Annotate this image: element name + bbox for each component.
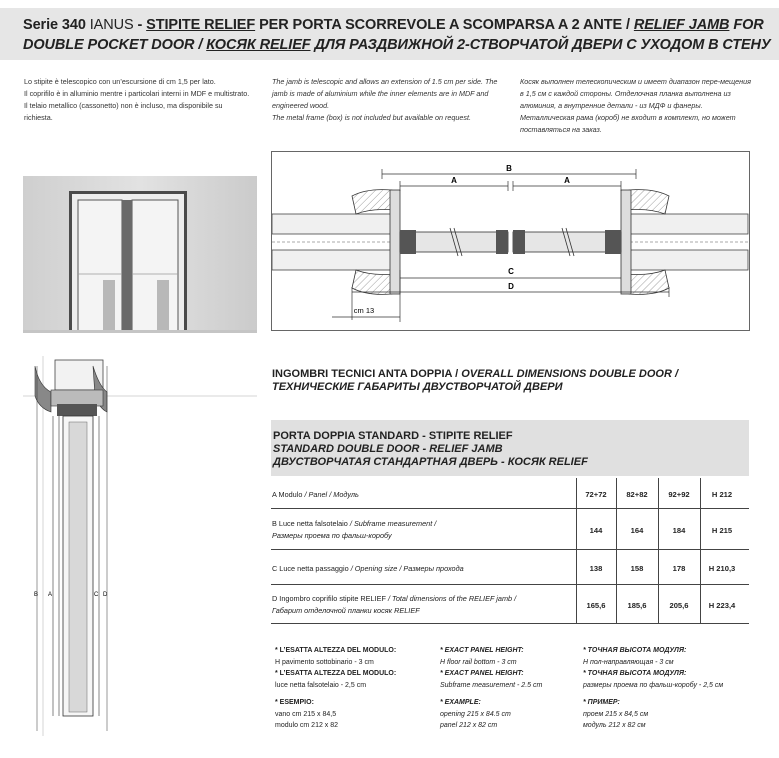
table-row [271,509,749,550]
table-title-it: PORTA DOPPIA STANDARD - STIPITE RELIEF [273,430,513,442]
cell-value: H 223,4 [708,601,736,610]
table-row [271,585,749,624]
title-it-underlined: STIPITE RELIEF [146,17,256,33]
cell-value: 72+72 [585,490,607,499]
notes-ru [583,645,753,732]
dimensions-title-it: INGOMBRI TECNICI ANTA DOPPIA / [272,368,462,380]
cell-value: 178 [672,564,686,573]
table-row [271,550,749,585]
series-label: Serie 340 [23,17,90,33]
dimensions-title [272,368,678,393]
note-heading: * L’ESATTA ALTEZZA DEL MODULO: [275,647,397,654]
cell-value: H 212 [711,490,733,499]
section-letter-b: B [34,592,39,598]
cell-value: 164 [630,526,644,535]
table-title-ru: ДВУСТВОРЧАТАЯ СТАНДАРТНАЯ ДВЕРЬ - КОСЯК RELIEF [273,456,588,468]
note-heading: * L’ESATTA ALTEZZA DEL MODULO: [275,670,397,677]
table-title-box [271,420,749,476]
intro-en-p2: The metal frame (box) is not included but available on request. [272,113,471,122]
note-text: modulo cm 212 x 82 [275,722,339,729]
note-heading: * EXAMPLE: [440,699,481,706]
dim-label-b: B [506,164,512,173]
intro-it-p3: Il telaio metallico (cassonetto) non è incluso, ma disponibile su richiesta. [24,101,223,122]
section-drawing [23,356,257,736]
intro-ru-p1: Косяк выполнен телескопическим и имеет диапазон пере-мещения в 1,5 см с каждой стороны. Отделочная планка выполнена из алюминия, а внутренние детали - из МДФ и фанеры. Металлическая рама (короб) не входит в комплект, но может поставляться на заказ. [520,77,751,134]
section-letter-c: C [94,592,99,598]
note-text: H пол-направляющая - 3 см [583,658,674,666]
title-en: FOR [729,17,764,33]
section-letter-a: A [48,592,53,598]
note-heading: * ESEMPIO: [275,699,314,706]
row-label: D Ingombro coprifilo stipite RELIEF [272,594,386,603]
note-text: проем 215 x 84,5 см [583,710,649,718]
note-text: размеры проема по фальш-коробу - 2,5 см [583,681,724,689]
note-text: модуль 212 x 82 см [583,722,646,729]
plan-diagram [271,151,750,331]
cell-value: 82+82 [626,490,648,499]
dim-label-a-left: A [451,176,457,185]
dimensions-title-ru: ТЕХНИЧЕСКИЕ ГАБАРИТЫ ДВУСТВОРЧАТОЙ ДВЕРИ [272,380,563,393]
intro-it [24,76,252,124]
notes-en [440,645,580,732]
note-heading: * ТОЧНАЯ ВЫСОТА МОДУЛЯ: [583,670,687,677]
dim-label-cm13: cm 13 [353,306,375,315]
dim-label-c: C [508,267,514,276]
vertical-section-drawing [23,356,257,736]
section-letter-d: D [103,592,108,598]
intro-en [272,76,502,124]
cell-value: 184 [672,526,686,535]
note-heading: * EXACT PANEL HEIGHT: [440,647,524,654]
cell-value: 185,6 [627,601,647,610]
title-it: PER PORTA SCORREVOLE A SCOMPARSA A 2 ANTE / [255,17,634,33]
dim-label-a-right: A [564,176,570,185]
intro-ru [520,76,752,136]
note-text: H floor rail bottom - 3 cm [440,658,517,666]
title-en-2: DOUBLE POCKET DOOR / [23,37,207,53]
title-ru-underlined: КОСЯК RELIEF [206,37,311,53]
row-label: C Luce netta passaggio [272,564,349,573]
note-text: H pavimento sottobinario - 3 cm [275,658,374,666]
note-text: panel 212 x 82 cm [440,722,498,729]
title-ru: ДЛЯ РАЗДВИЖНОЙ 2-СТВОРЧАТОЙ ДВЕРИ С УХОДОМ В СТЕНУ [310,37,771,53]
note-text: Subframe measurement - 2.5 cm [440,681,543,689]
note-heading: * EXACT PANEL HEIGHT: [440,670,524,677]
note-text: opening 215 x 84.5 cm [440,710,511,718]
door-photo [23,176,257,333]
note-text: luce netta falsotelaio - 2,5 cm [275,681,367,689]
cell-value: 165,6 [586,601,606,610]
cell-value: 138 [589,564,603,573]
row-label-rest-2: Размеры проема по фальш-коробу [272,531,392,540]
row-label: B Luce netta falsotelaio [272,519,348,528]
cell-value: 205,6 [669,601,689,610]
cell-value: 158 [630,564,644,573]
series-name: IANUS [89,17,134,33]
row-label-rest: / Opening size / Размеры прохода [348,564,464,573]
dimensions-title-en: OVERALL DIMENSIONS DOUBLE DOOR / [461,368,679,380]
row-label-rest: / Panel / Модуль [302,490,359,499]
title-en-underlined: RELIEF JAMB [633,17,730,33]
title-dash: - [133,17,147,33]
intro-it-p2: Il coprifilo è in alluminio mentre i particolari interni in MDF e multistrato. [24,89,250,98]
cell-value: H 210,3 [708,564,736,573]
row-label-rest-2: Габарит отделочной планки косяк RELIEF [272,606,420,615]
page-header [0,8,779,60]
cell-value: 92+92 [668,490,690,499]
note-heading: * ПРИМЕР: [583,699,620,706]
notes-it [275,645,425,732]
row-label-rest: / Subframe measurement / [347,519,437,528]
cell-value: 144 [589,526,603,535]
cell-value: H 215 [711,526,733,535]
dim-label-d: D [508,282,514,291]
header-line-2 [23,37,771,53]
intro-en-p1: The jamb is telescopic and allows an extension of 1.5 cm per side. The jamb is made of aluminium while the inner elements are in MDF and engineered wood. [272,77,498,110]
note-heading: * ТОЧНАЯ ВЫСОТА МОДУЛЯ: [583,647,687,654]
intro-it-p1: Lo stipite è telescopico con un’escursione di cm 1,5 per lato. [24,77,216,86]
table-row [271,478,749,509]
table-title-en: STANDARD DOUBLE DOOR - RELIEF JAMB [273,443,503,455]
plan-drawing [272,152,749,330]
door-illustration [23,176,257,333]
row-label: A Modulo [272,490,303,499]
header-line-1 [23,17,764,33]
note-text: vano cm 215 x 84,5 [275,710,337,718]
row-label-rest: / Total dimensions of the RELIEF jamb / [385,594,517,603]
